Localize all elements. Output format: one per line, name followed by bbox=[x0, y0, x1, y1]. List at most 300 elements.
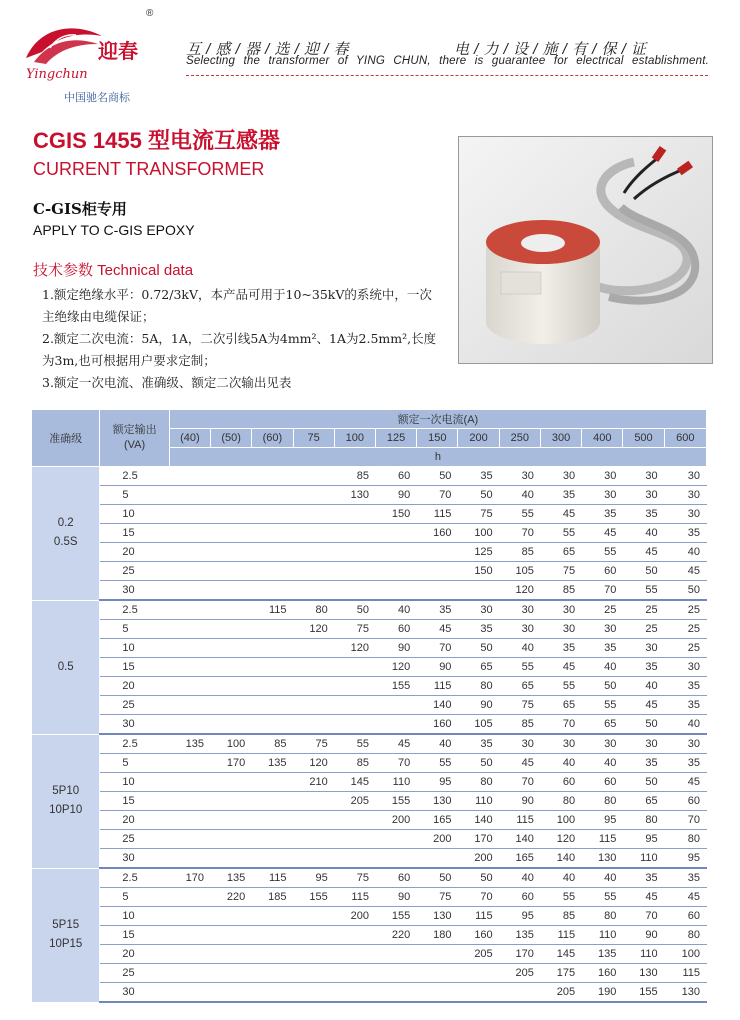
value-cell bbox=[252, 658, 293, 677]
value-cell: 95 bbox=[293, 868, 334, 888]
current-header-cell: 600 bbox=[664, 429, 706, 448]
value-cell: 65 bbox=[623, 792, 664, 811]
table-row bbox=[32, 639, 707, 658]
value-cell: 205 bbox=[540, 983, 581, 1003]
current-header-cell: 100 bbox=[334, 429, 375, 448]
va-cell: 10 bbox=[100, 505, 169, 524]
current-header-cell: 300 bbox=[540, 429, 581, 448]
value-cell: 30 bbox=[582, 467, 623, 486]
value-cell: 115 bbox=[417, 677, 458, 696]
value-cell: 85 bbox=[334, 754, 375, 773]
value-cell bbox=[169, 715, 210, 735]
value-cell: 135 bbox=[499, 926, 540, 945]
table-row bbox=[32, 754, 707, 773]
table-row bbox=[32, 945, 707, 964]
value-cell: 40 bbox=[540, 868, 581, 888]
value-cell bbox=[375, 715, 416, 735]
value-cell: 140 bbox=[417, 696, 458, 715]
value-cell: 25 bbox=[582, 600, 623, 620]
value-cell: 75 bbox=[417, 888, 458, 907]
current-header-cell: 400 bbox=[582, 429, 623, 448]
slogan-cn-right: 电 / 力 / 设 / 施 / 有 / 保 / 证 bbox=[454, 41, 647, 58]
value-cell: 40 bbox=[582, 754, 623, 773]
value-cell: 40 bbox=[623, 524, 664, 543]
value-cell: 55 bbox=[499, 505, 540, 524]
value-cell: 60 bbox=[375, 868, 416, 888]
value-cell: 30 bbox=[664, 658, 706, 677]
value-cell bbox=[458, 581, 499, 601]
value-cell bbox=[169, 907, 210, 926]
value-cell: 60 bbox=[375, 620, 416, 639]
value-cell bbox=[211, 983, 252, 1003]
value-cell: 155 bbox=[293, 888, 334, 907]
value-cell bbox=[293, 964, 334, 983]
current-header-cell: 125 bbox=[375, 429, 416, 448]
value-cell: 85 bbox=[334, 467, 375, 486]
value-cell bbox=[252, 964, 293, 983]
va-cell: 5 bbox=[100, 620, 169, 639]
value-cell bbox=[169, 486, 210, 505]
value-cell: 220 bbox=[211, 888, 252, 907]
value-cell: 95 bbox=[417, 773, 458, 792]
value-cell: 55 bbox=[623, 581, 664, 601]
accuracy-class-label: 5P15 bbox=[52, 919, 80, 931]
value-cell: 55 bbox=[334, 734, 375, 754]
value-cell: 75 bbox=[334, 868, 375, 888]
value-cell: 40 bbox=[499, 868, 540, 888]
value-cell: 115 bbox=[334, 888, 375, 907]
value-cell: 145 bbox=[334, 773, 375, 792]
value-cell bbox=[375, 543, 416, 562]
value-cell: 70 bbox=[582, 581, 623, 601]
accuracy-class-cell bbox=[32, 734, 100, 868]
table-row bbox=[32, 792, 707, 811]
value-cell bbox=[293, 907, 334, 926]
value-cell: 55 bbox=[499, 658, 540, 677]
col-header-class: 准确级 bbox=[32, 410, 100, 467]
value-cell: 45 bbox=[417, 620, 458, 639]
value-cell bbox=[169, 811, 210, 830]
current-header-cell: 150 bbox=[417, 429, 458, 448]
value-cell: 200 bbox=[375, 811, 416, 830]
current-header-cell: 250 bbox=[499, 429, 540, 448]
value-cell bbox=[375, 696, 416, 715]
value-cell: 85 bbox=[540, 581, 581, 601]
va-cell: 25 bbox=[100, 696, 169, 715]
va-cell: 15 bbox=[100, 926, 169, 945]
value-cell: 170 bbox=[499, 945, 540, 964]
value-cell bbox=[252, 715, 293, 735]
value-cell bbox=[211, 658, 252, 677]
current-header-cell: (50) bbox=[211, 429, 252, 448]
value-cell bbox=[293, 983, 334, 1003]
value-cell: 80 bbox=[458, 677, 499, 696]
product-photo bbox=[458, 136, 713, 364]
value-cell: 35 bbox=[458, 620, 499, 639]
value-cell: 35 bbox=[664, 754, 706, 773]
value-cell: 110 bbox=[375, 773, 416, 792]
value-cell: 45 bbox=[499, 754, 540, 773]
value-cell bbox=[252, 907, 293, 926]
value-cell: 90 bbox=[375, 486, 416, 505]
value-cell bbox=[211, 926, 252, 945]
value-cell: 35 bbox=[458, 467, 499, 486]
accuracy-class-label: 10P10 bbox=[49, 804, 83, 816]
apply-en: APPLY TO C-GIS EPOXY bbox=[33, 222, 195, 238]
value-cell: 200 bbox=[417, 830, 458, 849]
table-row bbox=[32, 964, 707, 983]
value-cell: 60 bbox=[582, 562, 623, 581]
value-cell bbox=[252, 562, 293, 581]
value-cell: 35 bbox=[664, 696, 706, 715]
va-cell: 20 bbox=[100, 945, 169, 964]
value-cell: 40 bbox=[582, 868, 623, 888]
value-cell: 40 bbox=[499, 639, 540, 658]
value-cell bbox=[169, 830, 210, 849]
value-cell bbox=[252, 505, 293, 524]
value-cell bbox=[169, 658, 210, 677]
table-body bbox=[32, 467, 707, 1003]
value-cell: 200 bbox=[334, 907, 375, 926]
value-cell: 110 bbox=[623, 849, 664, 869]
value-cell bbox=[211, 715, 252, 735]
value-cell: 95 bbox=[582, 811, 623, 830]
value-cell: 25 bbox=[623, 600, 664, 620]
spec-item: 3.额定一次电流、准确级、额定二次输出见表 bbox=[42, 375, 292, 390]
table-row bbox=[32, 658, 707, 677]
value-cell: 70 bbox=[375, 754, 416, 773]
value-cell bbox=[417, 562, 458, 581]
va-cell: 10 bbox=[100, 773, 169, 792]
value-cell: 80 bbox=[664, 926, 706, 945]
value-cell: 70 bbox=[499, 524, 540, 543]
value-cell bbox=[252, 677, 293, 696]
table-row bbox=[32, 734, 707, 754]
spec-table-grid bbox=[31, 409, 707, 1003]
value-cell bbox=[169, 600, 210, 620]
value-cell bbox=[169, 983, 210, 1003]
value-cell: 155 bbox=[375, 677, 416, 696]
value-cell bbox=[169, 926, 210, 945]
value-cell: 205 bbox=[499, 964, 540, 983]
value-cell bbox=[293, 830, 334, 849]
value-cell bbox=[375, 524, 416, 543]
value-cell bbox=[252, 581, 293, 601]
value-cell bbox=[169, 964, 210, 983]
value-cell: 30 bbox=[499, 734, 540, 754]
unit-row: h bbox=[169, 448, 706, 467]
va-cell: 2.5 bbox=[100, 734, 169, 754]
value-cell bbox=[375, 945, 416, 964]
va-cell: 25 bbox=[100, 562, 169, 581]
value-cell: 45 bbox=[623, 543, 664, 562]
value-cell bbox=[211, 639, 252, 658]
value-cell: 35 bbox=[623, 868, 664, 888]
value-cell: 175 bbox=[540, 964, 581, 983]
value-cell bbox=[252, 811, 293, 830]
header-divider bbox=[186, 75, 708, 76]
value-cell bbox=[293, 562, 334, 581]
value-cell bbox=[211, 505, 252, 524]
value-cell bbox=[334, 524, 375, 543]
value-cell bbox=[334, 581, 375, 601]
value-cell bbox=[169, 543, 210, 562]
value-cell: 35 bbox=[540, 486, 581, 505]
value-cell: 65 bbox=[582, 715, 623, 735]
value-cell: 130 bbox=[417, 792, 458, 811]
table-row bbox=[32, 773, 707, 792]
value-cell bbox=[252, 945, 293, 964]
value-cell: 25 bbox=[664, 600, 706, 620]
value-cell: 75 bbox=[499, 696, 540, 715]
value-cell: 75 bbox=[458, 505, 499, 524]
value-cell bbox=[334, 543, 375, 562]
value-cell: 110 bbox=[623, 945, 664, 964]
value-cell bbox=[417, 945, 458, 964]
va-cell: 5 bbox=[100, 754, 169, 773]
value-cell bbox=[458, 983, 499, 1003]
value-cell: 45 bbox=[623, 888, 664, 907]
value-cell bbox=[293, 696, 334, 715]
value-cell: 45 bbox=[582, 524, 623, 543]
value-cell bbox=[417, 581, 458, 601]
value-cell bbox=[293, 849, 334, 869]
value-cell: 105 bbox=[458, 715, 499, 735]
va-cell: 2.5 bbox=[100, 868, 169, 888]
table-row bbox=[32, 715, 707, 735]
value-cell: 100 bbox=[211, 734, 252, 754]
value-cell bbox=[375, 830, 416, 849]
value-cell: 90 bbox=[417, 658, 458, 677]
value-cell: 140 bbox=[540, 849, 581, 869]
value-cell bbox=[252, 524, 293, 543]
accuracy-class-cell bbox=[32, 467, 100, 601]
value-cell bbox=[252, 486, 293, 505]
value-cell: 155 bbox=[375, 792, 416, 811]
value-cell bbox=[293, 467, 334, 486]
value-cell: 30 bbox=[499, 467, 540, 486]
spec-table bbox=[31, 409, 707, 1003]
value-cell: 45 bbox=[540, 658, 581, 677]
value-cell: 30 bbox=[458, 600, 499, 620]
value-cell: 50 bbox=[623, 773, 664, 792]
va-cell: 10 bbox=[100, 907, 169, 926]
value-cell: 35 bbox=[664, 868, 706, 888]
value-cell: 85 bbox=[252, 734, 293, 754]
value-cell bbox=[334, 964, 375, 983]
value-cell: 40 bbox=[582, 658, 623, 677]
value-cell: 75 bbox=[334, 620, 375, 639]
value-cell: 50 bbox=[417, 868, 458, 888]
value-cell: 55 bbox=[540, 677, 581, 696]
value-cell bbox=[417, 543, 458, 562]
value-cell: 30 bbox=[623, 639, 664, 658]
value-cell: 50 bbox=[458, 868, 499, 888]
value-cell: 35 bbox=[623, 658, 664, 677]
value-cell bbox=[169, 888, 210, 907]
value-cell: 200 bbox=[458, 849, 499, 869]
value-cell bbox=[169, 792, 210, 811]
value-cell: 80 bbox=[582, 907, 623, 926]
value-cell: 70 bbox=[540, 715, 581, 735]
table-row bbox=[32, 888, 707, 907]
value-cell bbox=[252, 983, 293, 1003]
value-cell bbox=[334, 849, 375, 869]
value-cell: 50 bbox=[664, 581, 706, 601]
value-cell bbox=[211, 524, 252, 543]
value-cell: 160 bbox=[582, 964, 623, 983]
product-title-en: CURRENT TRANSFORMER bbox=[33, 159, 265, 179]
value-cell: 120 bbox=[293, 620, 334, 639]
value-cell: 45 bbox=[664, 562, 706, 581]
value-cell: 55 bbox=[540, 888, 581, 907]
va-cell: 30 bbox=[100, 849, 169, 869]
value-cell: 130 bbox=[334, 486, 375, 505]
value-cell bbox=[334, 983, 375, 1003]
value-cell bbox=[334, 658, 375, 677]
value-cell: 55 bbox=[540, 524, 581, 543]
table-row bbox=[32, 543, 707, 562]
value-cell: 40 bbox=[375, 600, 416, 620]
value-cell: 55 bbox=[417, 754, 458, 773]
table-row bbox=[32, 562, 707, 581]
value-cell: 35 bbox=[417, 600, 458, 620]
current-header-cell: 500 bbox=[623, 429, 664, 448]
value-cell: 125 bbox=[458, 543, 499, 562]
spec-item: 1.额定绝缘水平：0.72/3kV，本产品可用于10~35kV的系统中，一次主绝缘由电缆保证； bbox=[42, 287, 432, 324]
value-cell: 30 bbox=[582, 734, 623, 754]
value-cell: 65 bbox=[499, 677, 540, 696]
table-row bbox=[32, 600, 707, 620]
value-cell bbox=[293, 581, 334, 601]
value-cell: 60 bbox=[375, 467, 416, 486]
value-cell bbox=[252, 830, 293, 849]
value-cell bbox=[211, 830, 252, 849]
value-cell: 95 bbox=[499, 907, 540, 926]
table-row bbox=[32, 830, 707, 849]
value-cell bbox=[211, 907, 252, 926]
value-cell: 50 bbox=[458, 639, 499, 658]
va-cell: 15 bbox=[100, 658, 169, 677]
value-cell: 30 bbox=[499, 620, 540, 639]
value-cell: 50 bbox=[458, 754, 499, 773]
value-cell: 155 bbox=[623, 983, 664, 1003]
value-cell: 50 bbox=[582, 677, 623, 696]
value-cell: 130 bbox=[623, 964, 664, 983]
value-cell: 65 bbox=[458, 658, 499, 677]
value-cell bbox=[252, 467, 293, 486]
value-cell: 120 bbox=[334, 639, 375, 658]
value-cell: 30 bbox=[582, 486, 623, 505]
value-cell: 30 bbox=[623, 467, 664, 486]
value-cell: 70 bbox=[664, 811, 706, 830]
value-cell: 25 bbox=[664, 620, 706, 639]
table-row bbox=[32, 467, 707, 486]
transformer-image bbox=[459, 137, 712, 363]
value-cell: 50 bbox=[623, 715, 664, 735]
value-cell: 140 bbox=[458, 811, 499, 830]
value-cell bbox=[211, 811, 252, 830]
va-cell: 30 bbox=[100, 715, 169, 735]
value-cell: 90 bbox=[458, 696, 499, 715]
value-cell bbox=[293, 486, 334, 505]
value-cell bbox=[169, 677, 210, 696]
value-cell: 50 bbox=[417, 467, 458, 486]
accuracy-class-cell bbox=[32, 868, 100, 1002]
value-cell: 185 bbox=[252, 888, 293, 907]
value-cell: 35 bbox=[582, 639, 623, 658]
value-cell: 135 bbox=[252, 754, 293, 773]
table-row bbox=[32, 868, 707, 888]
value-cell: 30 bbox=[664, 467, 706, 486]
value-cell: 60 bbox=[664, 792, 706, 811]
value-cell: 210 bbox=[293, 773, 334, 792]
table-row bbox=[32, 677, 707, 696]
va-cell: 20 bbox=[100, 543, 169, 562]
value-cell: 90 bbox=[499, 792, 540, 811]
value-cell bbox=[334, 830, 375, 849]
value-cell bbox=[375, 983, 416, 1003]
va-cell: 10 bbox=[100, 639, 169, 658]
value-cell: 70 bbox=[417, 639, 458, 658]
va-cell: 20 bbox=[100, 677, 169, 696]
value-cell: 95 bbox=[664, 849, 706, 869]
value-cell: 30 bbox=[540, 600, 581, 620]
value-cell: 45 bbox=[664, 888, 706, 907]
value-cell bbox=[417, 983, 458, 1003]
value-cell: 45 bbox=[375, 734, 416, 754]
value-cell: 80 bbox=[458, 773, 499, 792]
value-cell: 155 bbox=[375, 907, 416, 926]
brand-logo-graphic bbox=[20, 18, 150, 88]
value-cell: 205 bbox=[334, 792, 375, 811]
accuracy-class-cell bbox=[32, 600, 100, 734]
value-cell bbox=[211, 600, 252, 620]
trademark-label: 中国驰名商标 bbox=[64, 92, 130, 104]
value-cell bbox=[169, 581, 210, 601]
value-cell: 90 bbox=[375, 888, 416, 907]
value-cell bbox=[169, 505, 210, 524]
value-cell: 160 bbox=[417, 715, 458, 735]
value-cell bbox=[169, 562, 210, 581]
value-cell bbox=[211, 773, 252, 792]
value-cell: 180 bbox=[417, 926, 458, 945]
value-cell bbox=[252, 620, 293, 639]
table-row bbox=[32, 620, 707, 639]
value-cell bbox=[334, 505, 375, 524]
value-cell: 40 bbox=[417, 734, 458, 754]
tech-specs bbox=[42, 284, 440, 394]
value-cell: 65 bbox=[540, 696, 581, 715]
value-cell: 160 bbox=[417, 524, 458, 543]
value-cell: 35 bbox=[623, 754, 664, 773]
value-cell: 75 bbox=[293, 734, 334, 754]
value-cell bbox=[169, 639, 210, 658]
slogan-cn-left: 互 / 感 / 器 / 选 / 迎 / 春 bbox=[186, 41, 350, 58]
value-cell bbox=[334, 696, 375, 715]
value-cell: 135 bbox=[169, 734, 210, 754]
va-cell: 30 bbox=[100, 581, 169, 601]
value-cell: 70 bbox=[458, 888, 499, 907]
va-cell: 5 bbox=[100, 486, 169, 505]
va-cell: 5 bbox=[100, 888, 169, 907]
value-cell: 120 bbox=[293, 754, 334, 773]
value-cell bbox=[169, 620, 210, 639]
value-cell: 115 bbox=[252, 868, 293, 888]
spec-item: 2.额定二次电流：5A，1A，二次引线5A为4mm²、1A为2.5mm²,长度为3m,也可根据用户要求定制； bbox=[42, 331, 437, 368]
value-cell bbox=[211, 581, 252, 601]
value-cell: 50 bbox=[458, 486, 499, 505]
